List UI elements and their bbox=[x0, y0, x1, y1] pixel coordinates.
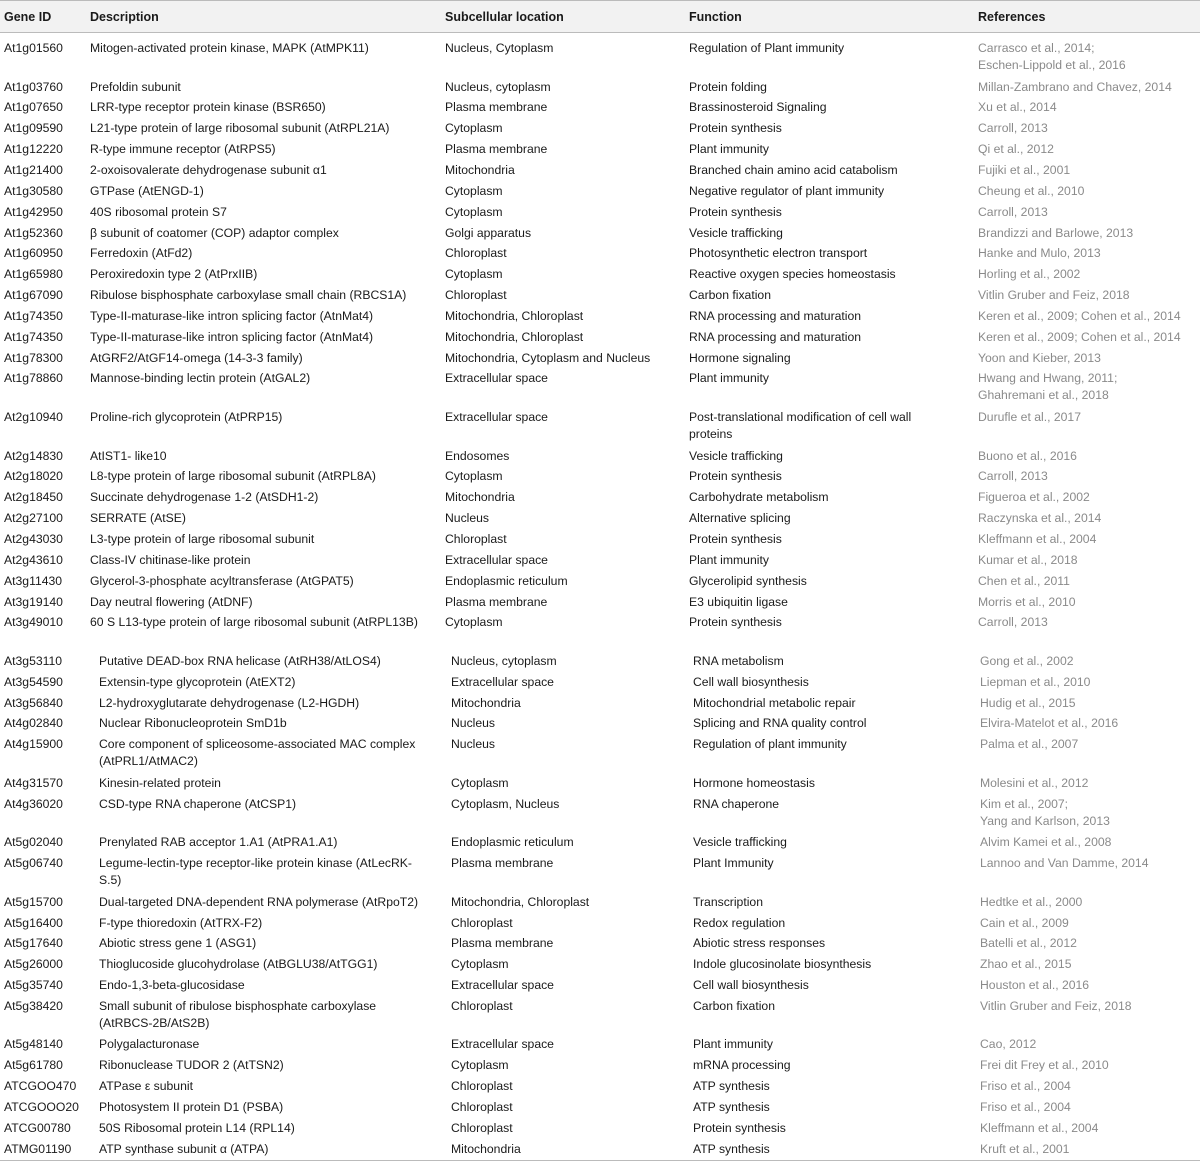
function-cell: E3 ubiquitin ligase bbox=[689, 594, 788, 609]
gene-id-cell: At1g78860 bbox=[4, 371, 63, 386]
description-cell: Succinate dehydrogenase 1-2 (AtSDH1-2) bbox=[90, 490, 319, 505]
function-cell: Mitochondrial metabolic repair bbox=[693, 695, 856, 710]
references-cell bbox=[978, 99, 1198, 116]
function-cell: Alternative splicing bbox=[689, 511, 791, 526]
function-cell: Cell wall biosynthesis bbox=[693, 978, 809, 993]
references-cell bbox=[980, 956, 1200, 973]
references-cell bbox=[980, 915, 1200, 932]
function-cell: mRNA processing bbox=[693, 1058, 791, 1073]
references-cell bbox=[980, 1099, 1200, 1116]
references-cell bbox=[978, 308, 1198, 325]
function-cell: Negative regulator of plant immunity bbox=[689, 183, 885, 198]
reference-line: Yoon and Kieber, 2013 bbox=[978, 350, 1101, 365]
references-cell bbox=[978, 266, 1198, 283]
gene-id-cell: ATCGOOO20 bbox=[4, 1100, 79, 1114]
location-cell: Mitochondria, Cytoplasm and Nucleus bbox=[445, 350, 651, 365]
references-cell bbox=[980, 855, 1200, 872]
function-cell: Protein synthesis bbox=[693, 1120, 786, 1135]
reference-line: Kleffmann et al., 2004 bbox=[980, 1120, 1099, 1135]
table-header bbox=[0, 0, 1200, 33]
gene-id-cell: At4g36020 bbox=[4, 796, 63, 811]
gene-id-cell: At4g31570 bbox=[4, 775, 63, 790]
gene-id-cell: At2g43610 bbox=[4, 552, 63, 567]
description-cell: Core component of spliceosome-associated MAC complex (AtPRL1/AtMAC2) bbox=[99, 737, 416, 769]
references-cell bbox=[978, 448, 1198, 465]
location-cell: Cytoplasm bbox=[451, 775, 509, 790]
gene-id-cell: At5g15700 bbox=[4, 894, 63, 909]
references-cell bbox=[978, 370, 1198, 404]
header-gene-id: Gene ID bbox=[4, 10, 52, 24]
function-cell: Carbon fixation bbox=[689, 288, 771, 303]
reference-line: Vitlin Gruber and Feiz, 2018 bbox=[980, 998, 1132, 1013]
gene-id-cell: At1g21400 bbox=[4, 162, 63, 177]
location-cell: Nucleus, cytoplasm bbox=[445, 79, 551, 94]
location-cell: Extracellular space bbox=[451, 674, 554, 689]
references-cell bbox=[978, 552, 1198, 569]
references-cell bbox=[980, 894, 1200, 911]
references-cell bbox=[980, 695, 1200, 712]
function-cell: Plant immunity bbox=[689, 552, 769, 567]
location-cell: Chloroplast bbox=[451, 1079, 513, 1094]
reference-line: Hudig et al., 2015 bbox=[980, 695, 1076, 710]
gene-id-cell: At3g56840 bbox=[4, 695, 63, 710]
gene-id-cell: At5g48140 bbox=[4, 1037, 63, 1052]
description-cell: ATPase ε subunit bbox=[99, 1079, 193, 1094]
description-cell: β subunit of coatomer (COP) adaptor complex bbox=[90, 225, 339, 240]
function-cell: Plant Immunity bbox=[693, 856, 774, 871]
function-cell: Cell wall biosynthesis bbox=[693, 674, 809, 689]
location-cell: Plasma membrane bbox=[445, 142, 548, 157]
reference-line: Keren et al., 2009; Cohen et al., 2014 bbox=[978, 329, 1181, 344]
gene-id-cell: At3g49010 bbox=[4, 615, 63, 630]
location-cell: Chloroplast bbox=[445, 288, 507, 303]
references-cell bbox=[980, 1120, 1200, 1137]
reference-line: Ghahremani et al., 2018 bbox=[978, 388, 1109, 403]
function-cell: Protein synthesis bbox=[689, 121, 782, 136]
table-bottom-rule bbox=[0, 1160, 1200, 1161]
location-cell: Plasma membrane bbox=[445, 594, 548, 609]
function-cell: Post-translational modification of cell wall proteins bbox=[689, 410, 912, 441]
gene-id-cell: At5g02040 bbox=[4, 835, 63, 850]
location-cell: Chloroplast bbox=[445, 246, 507, 261]
gene-id-cell: At1g67090 bbox=[4, 288, 63, 303]
gene-id-cell: At2g18020 bbox=[4, 469, 63, 484]
function-cell: RNA processing and maturation bbox=[689, 308, 862, 323]
reference-line: Zhao et al., 2015 bbox=[980, 957, 1072, 972]
reference-line: Hedtke et al., 2000 bbox=[980, 894, 1083, 909]
references-cell bbox=[980, 834, 1200, 851]
description-cell: ATP synthase subunit α (ATPA) bbox=[99, 1141, 269, 1156]
function-cell: Plant immunity bbox=[689, 142, 769, 157]
reference-line: Figueroa et al., 2002 bbox=[978, 490, 1090, 505]
description-cell: Legume-lectin-type receptor-like protein kinase (AtLecRK-S.5) bbox=[99, 856, 412, 888]
reference-line: Carroll, 2013 bbox=[978, 204, 1048, 219]
reference-line: Brandizzi and Barlowe, 2013 bbox=[978, 225, 1134, 240]
location-cell: Cytoplasm bbox=[445, 121, 503, 136]
location-cell: Mitochondria, Chloroplast bbox=[445, 308, 584, 323]
location-cell: Mitochondria, Chloroplast bbox=[451, 894, 590, 909]
location-cell: Nucleus bbox=[451, 716, 496, 731]
description-cell: Extensin-type glycoprotein (AtEXT2) bbox=[99, 674, 296, 689]
description-cell: Dual-targeted DNA-dependent RNA polymerase (AtRpoT2) bbox=[99, 894, 419, 909]
reference-line: Hwang and Hwang, 2011; bbox=[978, 371, 1118, 386]
gene-id-cell: At5g16400 bbox=[4, 915, 63, 930]
gene-id-cell: At1g65980 bbox=[4, 267, 63, 282]
location-cell: Extracellular space bbox=[445, 410, 548, 424]
location-cell: Endoplasmic reticulum bbox=[445, 573, 568, 588]
references-cell bbox=[978, 350, 1198, 367]
gene-id-cell: ATMG01190 bbox=[4, 1141, 72, 1156]
function-cell: Protein synthesis bbox=[689, 204, 782, 219]
reference-line: Yang and Karlson, 2013 bbox=[980, 813, 1110, 828]
gene-id-cell: At5g61780 bbox=[4, 1058, 63, 1073]
location-cell: Cytoplasm bbox=[445, 469, 503, 484]
function-cell: Indole glucosinolate biosynthesis bbox=[693, 957, 872, 972]
reference-line: Molesini et al., 2012 bbox=[980, 775, 1089, 790]
gene-id-cell: At3g19140 bbox=[4, 594, 63, 609]
description-cell: Thioglucoside glucohydrolase (AtBGLU38/AtTGG1) bbox=[99, 957, 378, 972]
references-cell bbox=[980, 653, 1200, 670]
references-cell bbox=[980, 998, 1200, 1015]
description-cell: 2-oxoisovalerate dehydrogenase subunit α1 bbox=[90, 162, 327, 177]
description-cell: Photosystem II protein D1 (PSBA) bbox=[99, 1100, 284, 1114]
gene-id-cell: At1g74350 bbox=[4, 308, 63, 323]
function-cell: Plant immunity bbox=[689, 371, 769, 386]
references-cell bbox=[978, 329, 1198, 346]
references-cell bbox=[978, 162, 1198, 179]
function-cell: Vesicle trafficking bbox=[689, 448, 783, 463]
description-cell: Type-II-maturase-like intron splicing factor (AtnMat4) bbox=[90, 308, 374, 323]
gene-id-cell: At2g14830 bbox=[4, 448, 63, 463]
function-cell: Photosynthetic electron transport bbox=[689, 246, 868, 261]
references-cell bbox=[980, 775, 1200, 792]
location-cell: Extracellular space bbox=[451, 978, 554, 993]
description-cell: Abiotic stress gene 1 (ASG1) bbox=[99, 936, 257, 951]
reference-line: Horling et al., 2002 bbox=[978, 267, 1081, 282]
location-cell: Chloroplast bbox=[451, 1120, 513, 1135]
gene-id-cell: At1g09590 bbox=[4, 121, 63, 136]
gene-id-cell: At1g78300 bbox=[4, 350, 63, 365]
reference-line: Palma et al., 2007 bbox=[980, 737, 1079, 752]
description-cell: L8-type protein of large ribosomal subunit (AtRPL8A) bbox=[90, 469, 376, 484]
function-cell: Regulation of plant immunity bbox=[693, 737, 847, 752]
location-cell: Extracellular space bbox=[451, 1037, 554, 1052]
description-cell: AtIST1- like10 bbox=[90, 448, 167, 463]
references-cell bbox=[978, 489, 1198, 506]
description-cell: CSD-type RNA chaperone (AtCSP1) bbox=[99, 796, 297, 811]
description-cell: 40S ribosomal protein S7 bbox=[90, 204, 227, 219]
location-cell: Chloroplast bbox=[445, 531, 507, 546]
location-cell: Plasma membrane bbox=[445, 100, 548, 115]
location-cell: Cytoplasm bbox=[445, 267, 503, 282]
gene-id-cell: At5g06740 bbox=[4, 856, 63, 871]
location-cell: Plasma membrane bbox=[451, 936, 554, 951]
location-cell: Chloroplast bbox=[451, 915, 513, 930]
location-cell: Mitochondria, Chloroplast bbox=[445, 329, 584, 344]
function-cell: ATP synthesis bbox=[693, 1141, 770, 1156]
function-cell: Redox regulation bbox=[693, 915, 786, 930]
reference-line: Friso et al., 2004 bbox=[980, 1100, 1071, 1114]
location-cell: Cytoplasm bbox=[445, 615, 503, 630]
reference-line: Frei dit Frey et al., 2010 bbox=[980, 1058, 1109, 1073]
reference-line: Carroll, 2013 bbox=[978, 615, 1048, 630]
gene-id-cell: At1g03760 bbox=[4, 79, 63, 94]
function-cell: Hormone homeostasis bbox=[693, 775, 815, 790]
location-cell: Cytoplasm bbox=[445, 183, 503, 198]
location-cell: Mitochondria bbox=[445, 490, 515, 505]
reference-line: Keren et al., 2009; Cohen et al., 2014 bbox=[978, 308, 1181, 323]
references-cell bbox=[978, 531, 1198, 548]
location-cell: Mitochondria bbox=[451, 1141, 521, 1156]
header-description: Description bbox=[90, 10, 159, 24]
gene-id-cell: At2g27100 bbox=[4, 511, 63, 526]
description-cell: Prefoldin subunit bbox=[90, 79, 181, 94]
description-cell: 50S Ribosomal protein L14 (RPL14) bbox=[99, 1120, 295, 1135]
reference-line: Millan-Zambrano and Chavez, 2014 bbox=[978, 79, 1172, 94]
description-cell: SERRATE (AtSE) bbox=[90, 511, 186, 526]
gene-id-cell: At1g74350 bbox=[4, 329, 63, 344]
header-references: References bbox=[978, 10, 1046, 24]
description-cell: Class-IV chitinase-like protein bbox=[90, 552, 251, 567]
gene-id-cell: At3g54590 bbox=[4, 674, 63, 689]
references-cell bbox=[978, 287, 1198, 304]
location-cell: Cytoplasm, Nucleus bbox=[451, 796, 560, 811]
description-cell: F-type thioredoxin (AtTRX-F2) bbox=[99, 915, 263, 930]
location-cell: Mitochondria bbox=[451, 695, 521, 710]
location-cell: Nucleus bbox=[445, 511, 490, 526]
location-cell: Extracellular space bbox=[445, 371, 548, 386]
reference-line: Kleffmann et al., 2004 bbox=[978, 531, 1097, 546]
description-cell: AtGRF2/AtGF14-omega (14-3-3 family) bbox=[90, 350, 303, 365]
description-cell: Small subunit of ribulose bisphosphate carboxylase (AtRBCS-2B/AtS2B) bbox=[99, 998, 377, 1030]
references-cell bbox=[980, 1141, 1200, 1158]
reference-line: Durufle et al., 2017 bbox=[978, 410, 1081, 424]
references-cell bbox=[978, 79, 1198, 96]
function-cell: Splicing and RNA quality control bbox=[693, 716, 867, 731]
reference-line: Fujiki et al., 2001 bbox=[978, 162, 1071, 177]
function-cell: Protein synthesis bbox=[689, 531, 782, 546]
location-cell: Endosomes bbox=[445, 448, 510, 463]
gene-id-cell: ATCG00780 bbox=[4, 1120, 71, 1135]
references-cell bbox=[980, 715, 1200, 732]
reference-line: Carroll, 2013 bbox=[978, 469, 1048, 484]
references-cell bbox=[978, 183, 1198, 200]
references-cell bbox=[978, 245, 1198, 262]
description-cell: Endo-1,3-beta-glucosidase bbox=[99, 978, 245, 993]
description-cell: Glycerol-3-phosphate acyltransferase (AtGPAT5) bbox=[90, 573, 354, 588]
description-cell: Ribulose bisphosphate carboxylase small chain (RBCS1A) bbox=[90, 288, 407, 303]
references-cell bbox=[980, 1057, 1200, 1074]
function-cell: Branched chain amino acid catabolism bbox=[689, 162, 898, 177]
function-cell: Transcription bbox=[693, 894, 763, 909]
reference-line: Eschen-Lippold et al., 2016 bbox=[978, 58, 1126, 72]
description-cell: Ferredoxin (AtFd2) bbox=[90, 246, 193, 261]
gene-id-cell: At1g52360 bbox=[4, 225, 63, 240]
function-cell: Glycerolipid synthesis bbox=[689, 573, 807, 588]
reference-line: Carrasco et al., 2014; bbox=[978, 41, 1095, 55]
gene-id-cell: At1g60950 bbox=[4, 246, 63, 261]
reference-line: Gong et al., 2002 bbox=[980, 653, 1074, 668]
description-cell: Mitogen-activated protein kinase, MAPK (AtMPK11) bbox=[90, 41, 369, 55]
function-cell: Protein folding bbox=[689, 79, 767, 94]
description-cell: Type-II-maturase-like intron splicing factor (AtnMat4) bbox=[90, 329, 374, 344]
references-cell bbox=[980, 1078, 1200, 1095]
description-cell: R-type immune receptor (AtRPS5) bbox=[90, 142, 276, 157]
description-cell: Prenylated RAB acceptor 1.A1 (AtPRA1.A1) bbox=[99, 835, 338, 850]
header-location: Subcellular location bbox=[445, 10, 564, 24]
references-cell bbox=[980, 935, 1200, 952]
gene-id-cell: At5g35740 bbox=[4, 978, 63, 993]
reference-line: Lannoo and Van Damme, 2014 bbox=[980, 856, 1149, 871]
description-cell: Putative DEAD-box RNA helicase (AtRH38/AtLOS4) bbox=[99, 653, 381, 668]
description-cell: Polygalacturonase bbox=[99, 1037, 200, 1052]
description-cell: L3-type protein of large ribosomal subunit bbox=[90, 531, 315, 546]
reference-line: Hanke and Mulo, 2013 bbox=[978, 246, 1101, 261]
gene-id-cell: At5g17640 bbox=[4, 936, 63, 951]
reference-line: Kim et al., 2007; bbox=[980, 796, 1069, 811]
function-cell: RNA metabolism bbox=[693, 653, 784, 668]
gene-id-cell: At2g18450 bbox=[4, 490, 63, 505]
description-cell: Nuclear Ribonucleoprotein SmD1b bbox=[99, 716, 287, 731]
references-cell bbox=[978, 614, 1198, 631]
location-cell: Endoplasmic reticulum bbox=[451, 835, 574, 850]
references-cell bbox=[980, 1036, 1200, 1053]
references-cell bbox=[978, 40, 1198, 74]
function-cell: ATP synthesis bbox=[693, 1079, 770, 1094]
location-cell: Nucleus, Cytoplasm bbox=[445, 41, 554, 55]
gene-id-cell: At1g01560 bbox=[4, 41, 63, 55]
location-cell: Cytoplasm bbox=[445, 204, 503, 219]
function-cell: RNA processing and maturation bbox=[689, 329, 862, 344]
reference-line: Kumar et al., 2018 bbox=[978, 552, 1078, 567]
references-cell bbox=[980, 977, 1200, 994]
function-cell: Carbohydrate metabolism bbox=[689, 490, 829, 505]
location-cell: Cytoplasm bbox=[451, 957, 509, 972]
references-cell bbox=[978, 573, 1198, 590]
reference-line: Buono et al., 2016 bbox=[978, 448, 1077, 463]
description-cell: Kinesin-related protein bbox=[99, 775, 221, 790]
reference-line: Batelli et al., 2012 bbox=[980, 936, 1077, 951]
function-cell: Vesicle trafficking bbox=[693, 835, 787, 850]
references-cell bbox=[980, 674, 1200, 691]
function-cell: Protein synthesis bbox=[689, 469, 782, 484]
location-cell: Golgi apparatus bbox=[445, 225, 532, 240]
reference-line: Houston et al., 2016 bbox=[980, 978, 1090, 993]
gene-id-cell: At5g38420 bbox=[4, 998, 63, 1013]
reference-line: Vitlin Gruber and Feiz, 2018 bbox=[978, 288, 1130, 303]
gene-id-cell: At3g11430 bbox=[4, 573, 63, 588]
gene-id-cell: At1g42950 bbox=[4, 204, 63, 219]
description-cell: L2-hydroxyglutarate dehydrogenase (L2-HGDH) bbox=[99, 695, 360, 710]
function-cell: Regulation of Plant immunity bbox=[689, 41, 845, 55]
reference-line: Alvim Kamei et al., 2008 bbox=[980, 835, 1112, 850]
location-cell: Nucleus bbox=[451, 737, 496, 752]
description-cell: L21-type protein of large ribosomal subunit (AtRPL21A) bbox=[90, 121, 390, 136]
references-cell bbox=[978, 510, 1198, 527]
gene-id-cell: At4g15900 bbox=[4, 737, 63, 752]
location-cell: Extracellular space bbox=[445, 552, 548, 567]
references-cell bbox=[978, 141, 1198, 158]
description-cell: Day neutral flowering (AtDNF) bbox=[90, 594, 253, 609]
function-cell: Plant immunity bbox=[693, 1037, 773, 1052]
location-cell: Chloroplast bbox=[451, 998, 513, 1013]
references-cell bbox=[978, 594, 1198, 611]
reference-line: Morris et al., 2010 bbox=[978, 594, 1076, 609]
location-cell: Chloroplast bbox=[451, 1100, 513, 1114]
description-cell: GTPase (AtENGD-1) bbox=[90, 183, 204, 198]
location-cell: Plasma membrane bbox=[451, 856, 554, 871]
reference-line: Xu et al., 2014 bbox=[978, 100, 1057, 115]
header-function: Function bbox=[689, 10, 742, 24]
reference-line: Cain et al., 2009 bbox=[980, 915, 1069, 930]
function-cell: Reactive oxygen species homeostasis bbox=[689, 267, 896, 282]
reference-line: Raczynska et al., 2014 bbox=[978, 511, 1102, 526]
location-cell: Nucleus, cytoplasm bbox=[451, 653, 557, 668]
reference-line: Cao, 2012 bbox=[980, 1037, 1037, 1052]
function-cell: Carbon fixation bbox=[693, 998, 775, 1013]
references-cell bbox=[980, 736, 1200, 753]
function-cell: RNA chaperone bbox=[693, 796, 780, 811]
references-cell bbox=[980, 796, 1200, 830]
gene-id-cell: At1g12220 bbox=[4, 142, 63, 157]
reference-line: Carroll, 2013 bbox=[978, 121, 1048, 136]
function-cell: Protein synthesis bbox=[689, 615, 782, 630]
gene-id-cell: At1g30580 bbox=[4, 183, 63, 198]
description-cell: Mannose-binding lectin protein (AtGAL2) bbox=[90, 371, 311, 386]
reference-line: Friso et al., 2004 bbox=[980, 1079, 1071, 1094]
reference-line: Elvira-Matelot et al., 2016 bbox=[980, 716, 1119, 731]
references-cell bbox=[978, 468, 1198, 485]
function-cell: Hormone signaling bbox=[689, 350, 791, 365]
gene-id-cell: At2g43030 bbox=[4, 531, 63, 546]
references-cell bbox=[978, 225, 1198, 242]
gene-id-cell: At3g53110 bbox=[4, 653, 63, 668]
description-cell: Ribonuclease TUDOR 2 (AtTSN2) bbox=[99, 1058, 284, 1073]
reference-line: Kruft et al., 2001 bbox=[980, 1141, 1070, 1156]
function-cell: Abiotic stress responses bbox=[693, 936, 826, 951]
function-cell: Vesicle trafficking bbox=[689, 225, 783, 240]
gene-id-cell: At1g07650 bbox=[4, 100, 63, 115]
location-cell: Cytoplasm bbox=[451, 1058, 509, 1073]
reference-line: Chen et al., 2011 bbox=[978, 573, 1070, 588]
gene-id-cell: At5g26000 bbox=[4, 957, 63, 972]
references-cell bbox=[978, 409, 1198, 426]
function-cell: ATP synthesis bbox=[693, 1100, 770, 1114]
description-cell: 60 S L13-type protein of large ribosomal subunit (AtRPL13B) bbox=[90, 615, 418, 630]
location-cell: Mitochondria bbox=[445, 162, 515, 177]
reference-line: Cheung et al., 2010 bbox=[978, 183, 1085, 198]
function-cell: Brassinosteroid Signaling bbox=[689, 100, 827, 115]
description-cell: LRR-type receptor protein kinase (BSR650) bbox=[90, 100, 326, 115]
references-cell bbox=[978, 120, 1198, 137]
gene-id-cell: At2g10940 bbox=[4, 410, 63, 424]
gene-id-cell: ATCGOO470 bbox=[4, 1079, 77, 1094]
description-cell: Proline-rich glycoprotein (AtPRP15) bbox=[90, 410, 283, 424]
description-cell: Peroxiredoxin type 2 (AtPrxIIB) bbox=[90, 267, 258, 282]
gene-id-cell: At4g02840 bbox=[4, 716, 63, 731]
references-cell bbox=[978, 204, 1198, 221]
reference-line: Qi et al., 2012 bbox=[978, 142, 1054, 157]
reference-line: Liepman et al., 2010 bbox=[980, 674, 1091, 689]
